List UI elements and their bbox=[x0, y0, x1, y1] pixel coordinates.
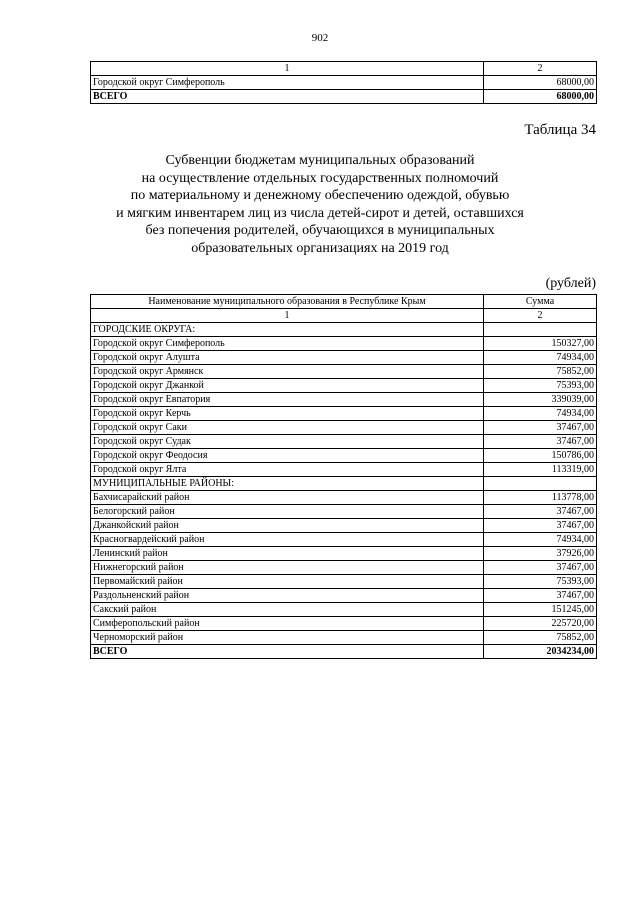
row-name: Ленинский район bbox=[91, 547, 484, 561]
row-value: 74934,00 bbox=[484, 407, 597, 421]
header-name: Наименование муниципального образования в Республике Крым bbox=[91, 295, 484, 309]
row-name: Городской округ Симферополь bbox=[91, 76, 484, 90]
row-value: 150786,00 bbox=[484, 449, 597, 463]
table-row bbox=[91, 393, 597, 407]
table-row bbox=[91, 76, 597, 90]
table-row bbox=[91, 323, 597, 337]
row-name: Бахчисарайский район bbox=[91, 491, 484, 505]
table-row bbox=[91, 519, 597, 533]
row-value: 68000,00 bbox=[484, 76, 597, 90]
row-name: Городской округ Керчь bbox=[91, 407, 484, 421]
row-name: Первомайский район bbox=[91, 575, 484, 589]
row-name: Городской округ Джанкой bbox=[91, 379, 484, 393]
row-value: 225720,00 bbox=[484, 617, 597, 631]
row-value bbox=[484, 323, 597, 337]
row-value: 37467,00 bbox=[484, 561, 597, 575]
row-value: 113778,00 bbox=[484, 491, 597, 505]
table-row bbox=[91, 477, 597, 491]
table-row bbox=[91, 421, 597, 435]
row-value: 37467,00 bbox=[484, 589, 597, 603]
title-line: образовательных организациях на 2019 год bbox=[191, 240, 449, 256]
subvention-table bbox=[90, 294, 597, 659]
row-value: 150327,00 bbox=[484, 337, 597, 351]
row-name: Городской округ Алушта bbox=[91, 351, 484, 365]
table-row bbox=[91, 351, 597, 365]
row-name: Городской округ Ялта bbox=[91, 463, 484, 477]
title-line: без попечения родителей, обучающихся в муниципальных bbox=[145, 223, 495, 238]
column-number-cell: 1 bbox=[91, 309, 484, 323]
column-number-cell: 1 bbox=[91, 62, 484, 76]
row-name: Городской округ Феодосия bbox=[91, 449, 484, 463]
row-name: Черноморский район bbox=[91, 631, 484, 645]
row-name: Белогорский район bbox=[91, 505, 484, 519]
table-row bbox=[91, 547, 597, 561]
subvention-table-body bbox=[91, 295, 597, 659]
table-row bbox=[91, 365, 597, 379]
row-value: 37467,00 bbox=[484, 421, 597, 435]
row-value: 74934,00 bbox=[484, 351, 597, 365]
row-value: 37467,00 bbox=[484, 435, 597, 449]
row-value: 37467,00 bbox=[484, 505, 597, 519]
row-name: Красногвардейский район bbox=[91, 533, 484, 547]
title-line: на осуществление отдельных государственных полномочий bbox=[141, 170, 499, 186]
table-row bbox=[91, 561, 597, 575]
table-row bbox=[91, 603, 597, 617]
row-name: Городской округ Армянск bbox=[91, 365, 484, 379]
document-title bbox=[60, 152, 580, 257]
table-row bbox=[91, 533, 597, 547]
row-name: ВСЕГО bbox=[91, 645, 484, 659]
row-name: Симферопольский район bbox=[91, 617, 484, 631]
title-line: по материальному и денежному обеспечению одеждой, обувью bbox=[130, 188, 510, 203]
table-row bbox=[91, 617, 597, 631]
row-name: ГОРОДСКИЕ ОКРУГА: bbox=[91, 323, 484, 337]
row-value: 37926,00 bbox=[484, 547, 597, 561]
row-value: 75393,00 bbox=[484, 575, 597, 589]
table-row bbox=[91, 505, 597, 519]
row-name: Сакский район bbox=[91, 603, 484, 617]
units-label: (рублей) bbox=[545, 276, 596, 291]
table-row bbox=[91, 589, 597, 603]
row-value: 2034234,00 bbox=[484, 645, 597, 659]
header-row bbox=[91, 295, 597, 309]
table-row bbox=[91, 449, 597, 463]
table-row bbox=[91, 463, 597, 477]
row-value: 151245,00 bbox=[484, 603, 597, 617]
row-name: Городской округ Симферополь bbox=[91, 337, 484, 351]
column-number-cell: 2 bbox=[484, 309, 597, 323]
table-row bbox=[91, 631, 597, 645]
row-name: Городской округ Судак bbox=[91, 435, 484, 449]
top-table-body bbox=[91, 62, 597, 104]
row-name: Городской округ Евпатория bbox=[91, 393, 484, 407]
table-row bbox=[91, 379, 597, 393]
row-value: 75852,00 bbox=[484, 365, 597, 379]
page-number: 902 bbox=[311, 32, 329, 44]
row-value: 113319,00 bbox=[484, 463, 597, 477]
row-value: 37467,00 bbox=[484, 519, 597, 533]
table-row bbox=[91, 645, 597, 659]
table-row bbox=[91, 491, 597, 505]
row-name: Раздольненский район bbox=[91, 589, 484, 603]
row-name: ВСЕГО bbox=[91, 90, 484, 104]
table-row bbox=[91, 337, 597, 351]
column-number-cell: 2 bbox=[484, 62, 597, 76]
top-table bbox=[90, 61, 597, 104]
column-number-row bbox=[91, 62, 597, 76]
header-sum: Сумма bbox=[484, 295, 597, 309]
table-row bbox=[91, 407, 597, 421]
title-line: Субвенции бюджетам муниципальных образований bbox=[165, 153, 475, 168]
row-value: 68000,00 bbox=[484, 90, 597, 104]
title-line: и мягким инвентарем лиц из числа детей-сирот и детей, оставшихся bbox=[116, 205, 524, 221]
table-label: Таблица 34 bbox=[524, 122, 596, 138]
row-name: МУНИЦИПАЛЬНЫЕ РАЙОНЫ: bbox=[91, 477, 484, 491]
row-value: 75852,00 bbox=[484, 631, 597, 645]
row-name: Нижнегорский район bbox=[91, 561, 484, 575]
column-number-row bbox=[91, 309, 597, 323]
row-value: 74934,00 bbox=[484, 533, 597, 547]
row-name: Джанкойский район bbox=[91, 519, 484, 533]
row-value: 339039,00 bbox=[484, 393, 597, 407]
table-row bbox=[91, 575, 597, 589]
table-row bbox=[91, 435, 597, 449]
table-row bbox=[91, 90, 597, 104]
row-value bbox=[484, 477, 597, 491]
row-value: 75393,00 bbox=[484, 379, 597, 393]
row-name: Городской округ Саки bbox=[91, 421, 484, 435]
